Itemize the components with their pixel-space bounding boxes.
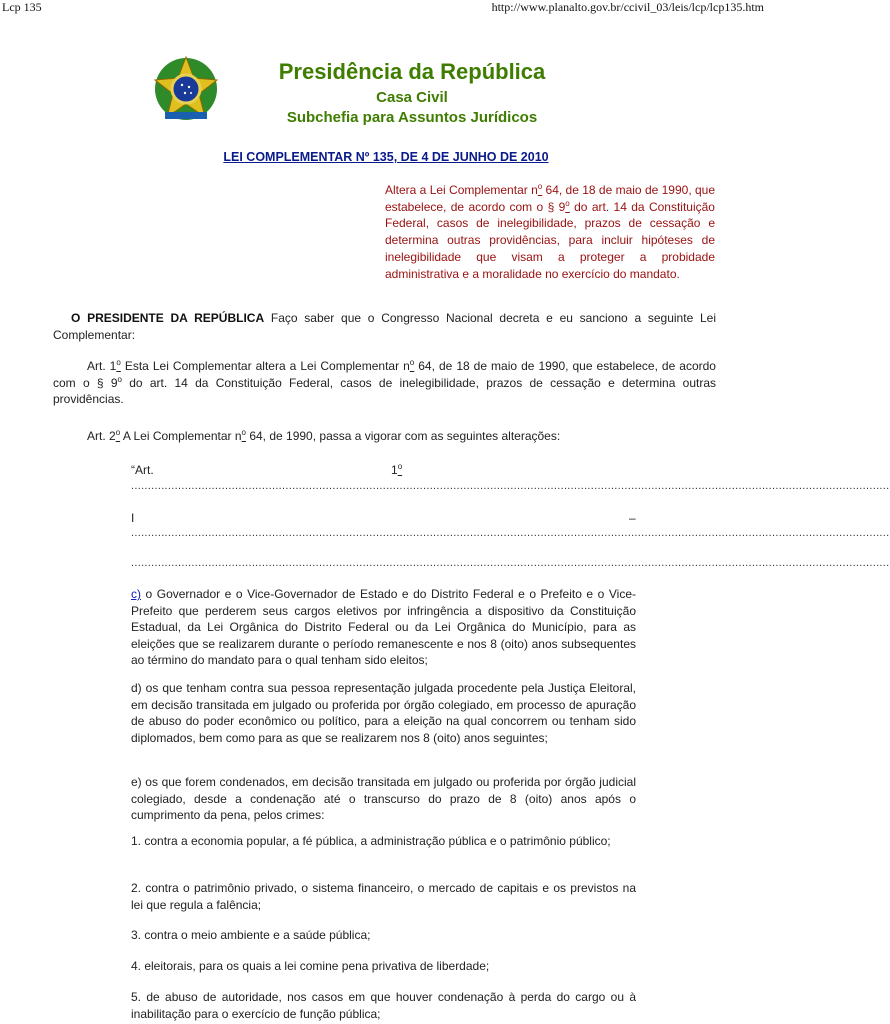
list-item: 1. contra a economia popular, a fé pública, a administração pública e o patrimônio público; xyxy=(131,834,611,848)
dotted-line: .................................................................................................................................................................................................................................. xyxy=(131,480,890,492)
list-item: 4. eleitorais, para os quais a lei comine pena privativa de liberdade; xyxy=(131,959,490,973)
ementa-text-c: do art. 14 da Constituição Federal, casos de inelegibilidade, prazos de cessação e determina outras providências, para incluir hipóteses de inelegibilidade que visam a proteger a probidade administrativa e a moralidade no exercício do mandato. xyxy=(385,199,715,281)
ordinal-mark: o xyxy=(117,374,122,384)
item-d: d) os que tenham contra sua pessoa representação julgada procedente pela Justiça Eleitoral, em decisão transitada em julgado ou proferida por órgão colegiado, em processo de apuração de abuso do poder econômico ou político, para a eleição na qual concorrem ou tenham sido diplomados, bem como para as que se realizarem nos 8 (oito) anos seguintes; xyxy=(131,681,636,745)
art2-label: Art. 2 xyxy=(87,429,116,443)
list-item: 3. contra o meio ambiente e a saúde pública; xyxy=(131,928,371,942)
quote-art-num: 1 xyxy=(391,463,398,477)
ementa xyxy=(385,182,715,282)
preamble-text: Faço saber que o Congresso Nacional decreta e eu sanciono a seguinte Lei Complementar: xyxy=(53,311,716,342)
dotted-line: .................................................................................................................................................................................................................................. xyxy=(131,527,890,539)
art1-text-c: 64, de 18 de maio de 1990, que estabelece, de acordo com o § 9 xyxy=(53,359,716,390)
ordinal-mark: o xyxy=(537,182,543,191)
art2-text-c: 64, de 1990, passa a vigorar com as seguintes alterações: xyxy=(246,429,561,443)
list-item: 2. contra o patrimônio privado, o sistema financeiro, o mercado de capitais e os previstos na lei que regula a falência; xyxy=(131,881,636,912)
ordinal-mark: o xyxy=(565,198,570,208)
item-e: e) os que forem condenados, em decisão transitada em julgado ou proferida por órgão judicial colegiado, desde a condenação até o transcurso do prazo de 8 (oito) anos após o cumprimento da pena, pelos crimes: xyxy=(131,775,636,823)
ordinal-mark: o xyxy=(409,358,415,367)
item-c xyxy=(131,586,636,669)
article-1 xyxy=(53,358,716,408)
art1-label: Art. 1 xyxy=(87,359,117,373)
masthead xyxy=(262,58,562,128)
quote-item-i: I xyxy=(131,511,135,525)
ordinal-mark: o xyxy=(115,428,121,437)
law-title-link[interactable]: LEI COMPLEMENTAR Nº 135, DE 4 DE JUNHO DE 2010 xyxy=(223,150,549,164)
print-header-title: Lcp 135 xyxy=(2,0,42,14)
ordinal-mark: o xyxy=(397,462,403,471)
preamble xyxy=(53,310,716,343)
masthead-subtitle-casa-civil: Casa Civil xyxy=(376,89,448,106)
ordinal-mark: o xyxy=(116,358,121,367)
item-c-text: o Governador e o Vice-Governador de Estado e do Distrito Federal e o Prefeito e o Vice-Prefeito que perderem seus cargos eletivos por infringência a dispositivo da Constituição Estadual, da Lei Orgânica do Distrito Federal ou da Lei Orgânica do Município, para as eleições que se realizarem durante o período remanescente e nos 8 (oito) anos subsequentes ao término do mandato para o qual tenham sido eleitos; xyxy=(131,587,636,668)
quote-art-label: “Art. xyxy=(131,463,154,477)
print-header xyxy=(0,0,768,16)
coat-of-arms-icon xyxy=(151,54,221,124)
quote-dash: – xyxy=(629,511,636,525)
item-c-link[interactable]: c) xyxy=(131,587,141,601)
ementa-text-a: Altera a Lei Complementar n xyxy=(385,183,538,197)
ordinal-mark: o xyxy=(241,428,246,437)
print-header-url: http://www.planalto.gov.br/ccivil_03/leis/lcp/lcp135.htm xyxy=(491,0,764,14)
preamble-bold: O PRESIDENTE DA REPÚBLICA xyxy=(71,311,265,325)
masthead-subtitle-subchefia: Subchefia para Assuntos Jurídicos xyxy=(286,109,538,126)
art1-text-b: Esta Lei Complementar altera a Lei Complementar n xyxy=(120,359,410,373)
masthead-title: Presidência da República xyxy=(278,59,546,84)
quote-art-number xyxy=(391,462,402,479)
dotted-line: .................................................................................................................................................................................................................................. xyxy=(131,557,890,569)
art1-text-d: do art. 14 da Constituição Federal, casos de inelegibilidade, prazos de cessação e determina outras providências. xyxy=(53,375,717,407)
ementa-text-b: 64, de 18 de maio de 1990, que estabelece, de acordo com o § 9 xyxy=(385,183,716,214)
list-item: 5. de abuso de autoridade, nos casos em que houver condenação à perda do cargo ou à inabilitação para o exercício de função pública; xyxy=(131,990,636,1021)
art2-text-b: A Lei Complementar n xyxy=(120,429,242,443)
article-2 xyxy=(53,428,716,445)
